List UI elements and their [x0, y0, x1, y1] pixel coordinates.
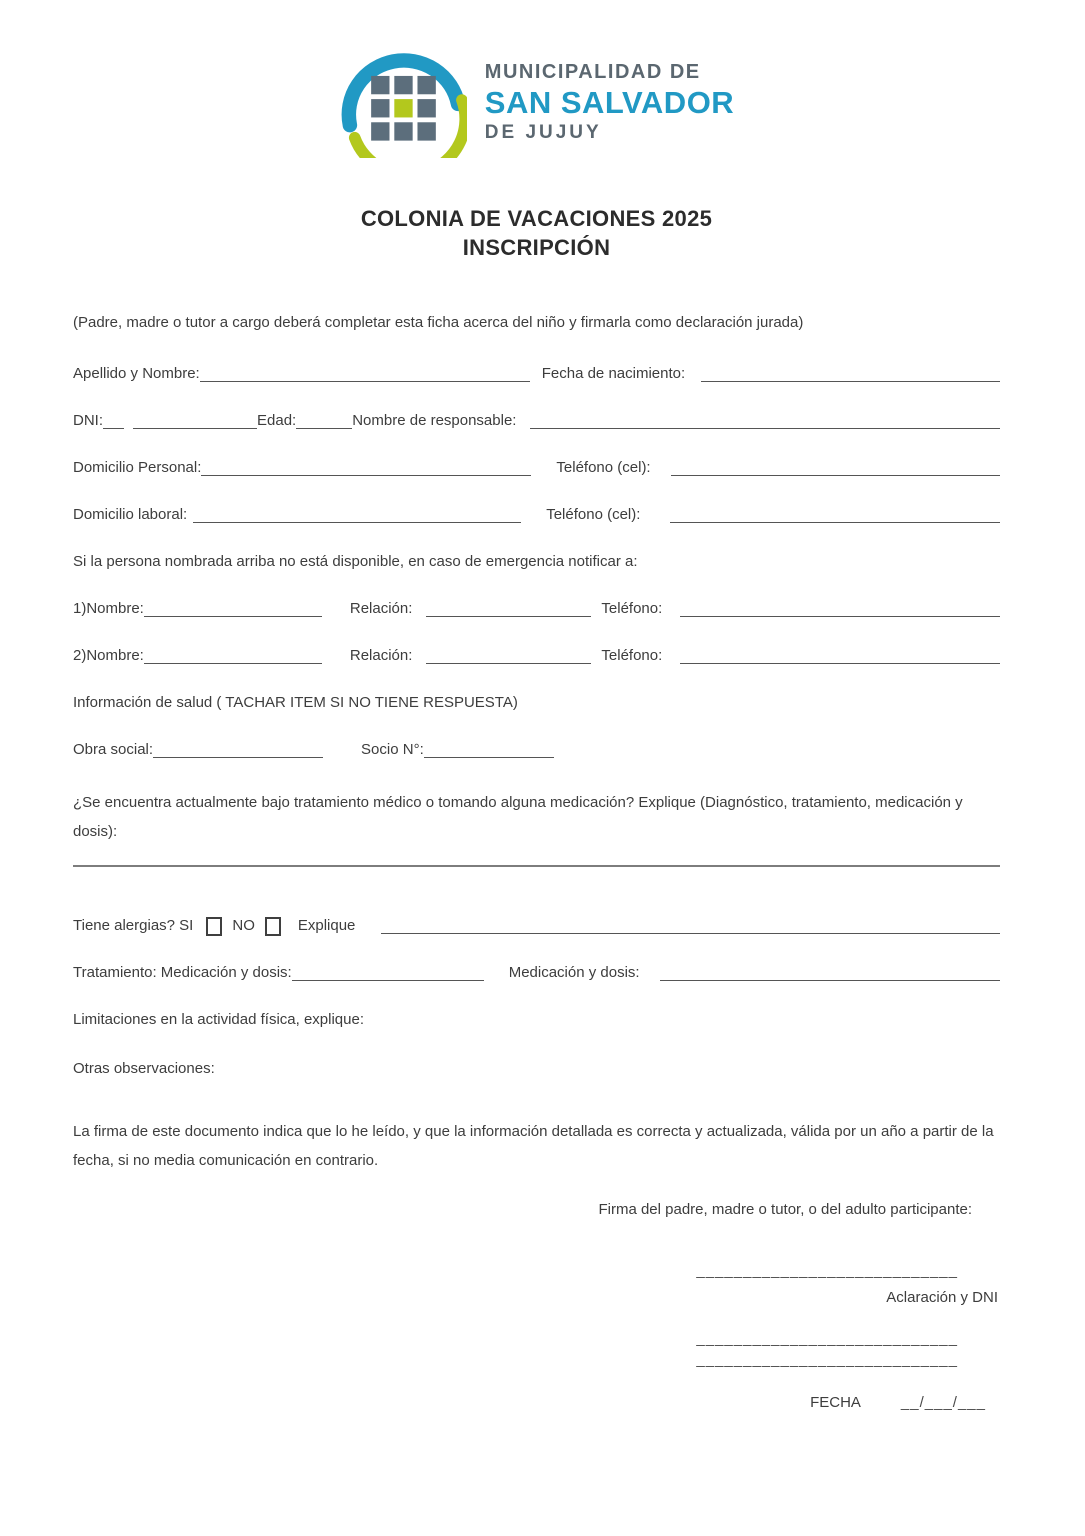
telefono-cel-label-2: Teléfono (cel): [546, 506, 641, 524]
responsable-blank[interactable] [530, 413, 1000, 429]
row-observaciones [73, 1060, 1000, 1077]
alergias-si-checkbox[interactable] [206, 917, 222, 936]
fecha-nacimiento-blank[interactable] [701, 366, 1000, 382]
telefono-personal-blank[interactable] [671, 460, 1000, 476]
logo-line-de-jujuy: DE JUJUY [484, 121, 602, 143]
responsable-label: Nombre de responsable: [352, 412, 517, 430]
logo-line-municipalidad: MUNICIPALIDAD DE [484, 60, 701, 83]
row-tratamiento-medicacion [73, 964, 1000, 981]
contacto1-label: 1)Nombre: [73, 600, 144, 618]
telefono-cel-label-1: Teléfono (cel): [556, 459, 651, 477]
tratamiento-respuesta-line[interactable] [73, 865, 1000, 867]
telefono-laboral-blank[interactable] [670, 507, 1000, 523]
tratamiento-pregunta: ¿Se encuentra actualmente bajo tratamiento médico o tomando alguna medicación? Explique (Diagnóstico, tratamiento, medicación y dosis): [73, 794, 963, 841]
row-apellido-fecha [73, 365, 1000, 382]
socio-blank[interactable] [424, 742, 554, 758]
signature-line-1[interactable]: ____________________________ [696, 1262, 958, 1280]
fecha-label: FECHA [810, 1394, 861, 1412]
intro-note: (Padre, madre o tutor a cargo deberá completar esta ficha acerca del niño y firmarla como declaración jurada) [73, 314, 804, 332]
fecha-nacimiento-label: Fecha de nacimiento: [541, 365, 686, 383]
tratamiento-blank[interactable] [292, 965, 484, 981]
emergency-intro-text: Si la persona nombrada arriba no está disponible, en caso de emergencia notificar a: [73, 553, 638, 571]
edad-label: Edad: [257, 412, 297, 430]
fecha-row [73, 1394, 1000, 1411]
logo-line-san-salvador: SAN SALVADOR [484, 84, 735, 120]
signature-line-2[interactable]: ____________________________ [696, 1330, 958, 1348]
domicilio-personal-label: Domicilio Personal: [73, 459, 202, 477]
apellido-blank[interactable] [200, 366, 530, 382]
salud-header-text: Información de salud ( TACHAR ITEM SI NO TIENE RESPUESTA) [73, 694, 518, 712]
limitaciones-label: Limitaciones en la actividad física, explique: [73, 1010, 364, 1028]
domicilio-personal-blank[interactable] [201, 460, 531, 476]
contacto2-label: 2)Nombre: [73, 647, 144, 665]
dni-label: DNI: [73, 412, 103, 430]
row-limitaciones [73, 1011, 1000, 1028]
contacto1-nombre-blank[interactable] [144, 601, 322, 617]
alergias-no-label: NO [232, 916, 255, 934]
contacto1-telefono-blank[interactable] [680, 601, 1000, 617]
row-dni-edad-responsable [73, 412, 1000, 429]
alergias-no-checkbox[interactable] [265, 917, 281, 936]
domicilio-laboral-label: Domicilio laboral: [73, 506, 188, 524]
domicilio-laboral-blank[interactable] [193, 507, 521, 523]
dni-blank-short[interactable] [103, 413, 124, 429]
apellido-label: Apellido y Nombre: [73, 365, 200, 383]
emergency-intro [73, 553, 1000, 570]
socio-label: Socio N°: [361, 741, 424, 759]
obra-social-blank[interactable] [153, 742, 323, 758]
title-line-2: INSCRIPCIÓN [462, 235, 611, 261]
municipality-logo-text [485, 61, 734, 144]
contacto1-relacion-blank[interactable] [426, 601, 591, 617]
dni-blank[interactable] [133, 413, 257, 429]
firma-caption: Firma del padre, madre o tutor, o del adulto participante: [598, 1201, 972, 1219]
telefono-label-1: Teléfono: [601, 600, 663, 618]
telefono-label-2: Teléfono: [601, 647, 663, 665]
page-title [73, 204, 1000, 262]
alergias-explique-blank[interactable] [381, 918, 1000, 934]
aclaracion-label: Aclaración y DNI [886, 1289, 998, 1307]
row-contacto-1 [73, 600, 1000, 617]
relacion-label-1: Relación: [349, 600, 413, 618]
title-line-1: COLONIA DE VACACIONES 2025 [360, 206, 713, 231]
contacto2-relacion-blank[interactable] [426, 648, 591, 664]
relacion-label-2: Relación: [349, 647, 413, 665]
contacto2-telefono-blank[interactable] [680, 648, 1000, 664]
obra-social-label: Obra social: [73, 741, 154, 759]
alergias-label: Tiene alergias? SI [73, 916, 194, 934]
row-domicilio-laboral [73, 506, 1000, 523]
medicacion-blank[interactable] [660, 965, 1000, 981]
municipality-logo [73, 46, 1000, 158]
tratamiento-label: Tratamiento: Medicación y dosis: [73, 963, 292, 981]
explique-label: Explique [297, 916, 356, 934]
row-domicilio-personal [73, 459, 1000, 476]
medicacion-label: Medicación y dosis: [508, 963, 640, 981]
fecha-blank[interactable]: __/___/___ [900, 1394, 986, 1412]
signature-line-3[interactable]: ____________________________ [696, 1351, 958, 1369]
observaciones-label: Otras observaciones: [73, 1059, 215, 1077]
salud-header [73, 694, 1000, 711]
edad-blank[interactable] [296, 413, 352, 429]
row-alergias [73, 917, 1000, 934]
declaracion-paragraph: La firma de este documento indica que lo he leído, y que la información detallada es correcta y actualizada, válida por un año a partir de la fecha, si no media comunicación en contrario. [73, 1122, 994, 1169]
municipality-emblem-icon [339, 46, 467, 158]
row-contacto-2 [73, 647, 1000, 664]
contacto2-nombre-blank[interactable] [144, 648, 322, 664]
row-obra-social [73, 741, 1000, 758]
logo-grid-icon [371, 76, 436, 141]
